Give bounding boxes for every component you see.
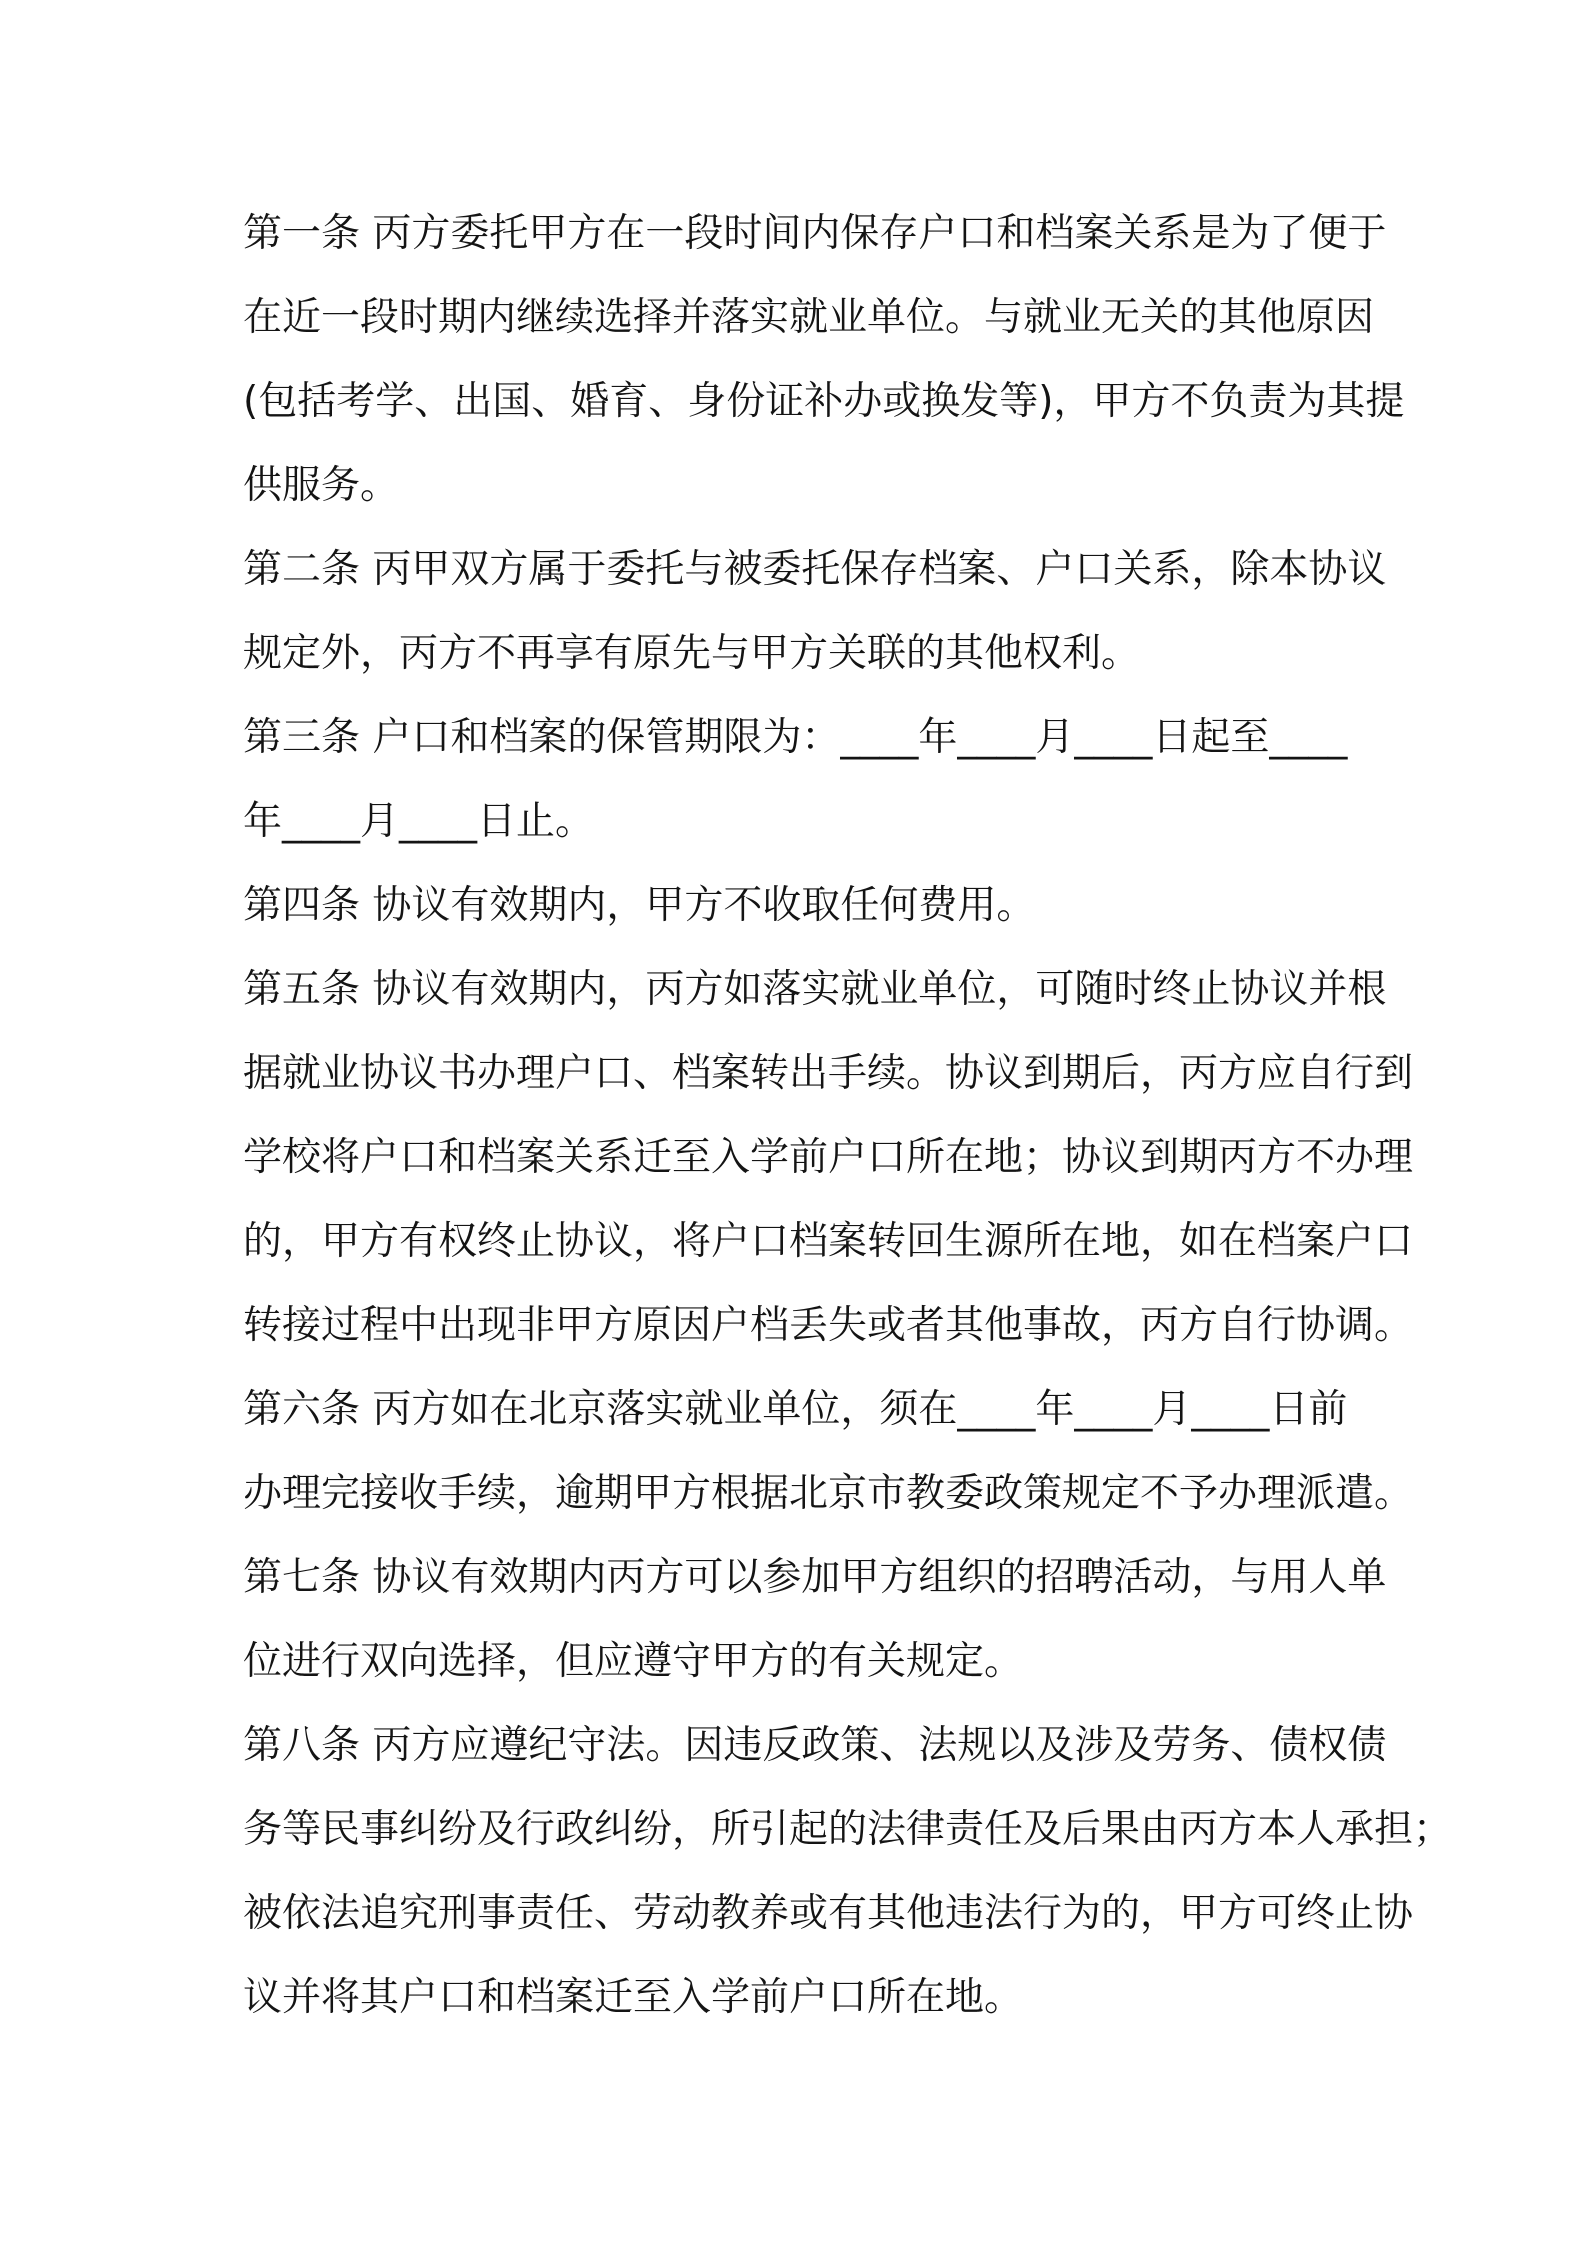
article-line: 第五条 协议有效期内，丙方如落实就业单位，可随时终止协议并根 [243, 967, 1387, 1012]
article-line: 第二条 丙甲双方属于委托与被委托保存档案、户口关系，除本协议 [243, 547, 1387, 592]
article-line: 的，甲方有权终止协议，将户口档案转回生源所在地，如在档案户口 [243, 1219, 1414, 1264]
article-line: 第八条 丙方应遵纪守法。因违反政策、法规以及涉及劳务、债权债 [243, 1723, 1387, 1768]
article-line: 供服务。 [243, 463, 400, 508]
article-line: 规定外，丙方不再享有原先与甲方关联的其他权利。 [243, 631, 1141, 676]
article-line: 位进行双向选择，但应遵守甲方的有关规定。 [243, 1639, 1024, 1684]
article-1 [243, 192, 1405, 528]
article-line: 年____月____日止。 [243, 799, 595, 844]
article-7 [243, 1536, 1387, 1704]
article-line: (包括考学、出国、婚育、身份证补办或换发等)，甲方不负责为其提 [243, 379, 1405, 424]
article-line: 第七条 协议有效期内丙方可以参加甲方组织的招聘活动，与用人单 [243, 1555, 1387, 1600]
article-line: 学校将户口和档案关系迁至入学前户口所在地；协议到期丙方不办理 [243, 1135, 1414, 1180]
article-line: 第三条 户口和档案的保管期限为：____年____月____日起至____ [243, 715, 1348, 760]
article-5 [243, 948, 1414, 1368]
article-line: 被依法追究刑事责任、劳动教养或有其他违法行为的，甲方可终止协 [243, 1891, 1414, 1936]
article-line: 在近一段时期内继续选择并落实就业单位。与就业无关的其他原因 [243, 295, 1375, 340]
article-line: 第四条 协议有效期内，甲方不收取任何费用。 [243, 883, 1036, 928]
article-6 [243, 1368, 1414, 1536]
article-4 [243, 864, 1353, 948]
article-line: 第一条 丙方委托甲方在一段时间内保存户口和档案关系是为了便于 [243, 211, 1387, 256]
article-line: 据就业协议书办理户口、档案转出手续。协议到期后，丙方应自行到 [243, 1051, 1414, 1096]
article-line: 办理完接收手续，逾期甲方根据北京市教委政策规定不予办理派遣。 [243, 1471, 1414, 1516]
article-8 [243, 1704, 1453, 2040]
article-line: 第六条 丙方如在北京落实就业单位，须在____年____月____日前 [243, 1387, 1348, 1432]
article-line: 转接过程中出现非甲方原因户档丢失或者其他事故，丙方自行协调。 [243, 1303, 1414, 1348]
article-line: 议并将其户口和档案迁至入学前户口所在地。 [243, 1975, 1024, 2020]
article-line: 务等民事纠纷及行政纠纷，所引起的法律责任及后果由丙方本人承担； [243, 1807, 1453, 1852]
article-2 [243, 528, 1387, 696]
article-3 [243, 696, 1353, 864]
agreement-body [243, 192, 1453, 2040]
